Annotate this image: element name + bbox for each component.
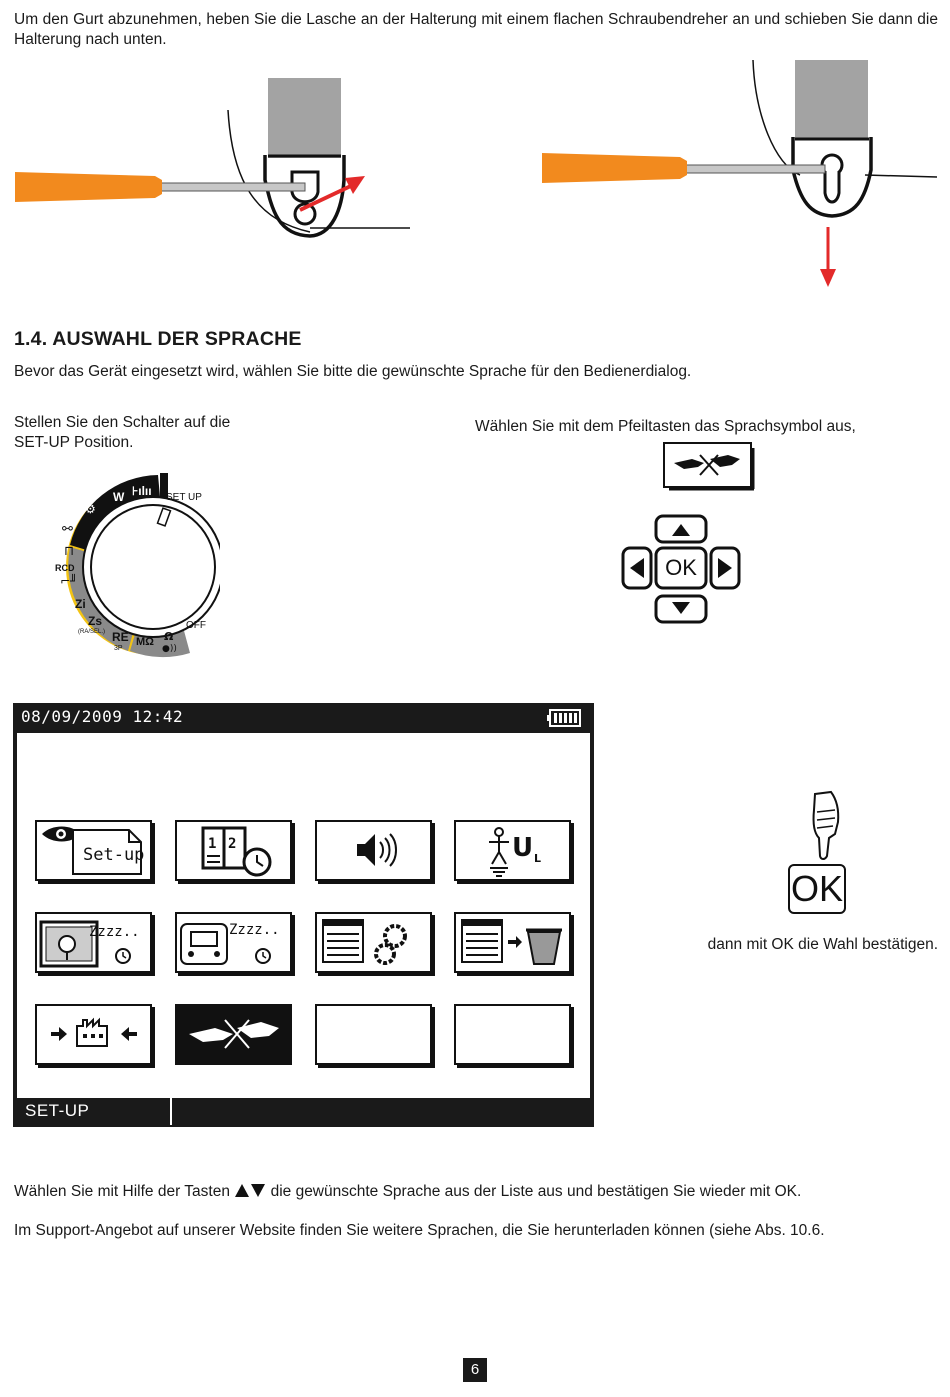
dial-re-label: RE (112, 630, 129, 644)
date-time-icon (177, 822, 290, 879)
arrow-keypad (620, 512, 742, 624)
battery-icon (547, 708, 583, 728)
empty-tile-2[interactable] (454, 1004, 571, 1065)
date-time-tile[interactable] (175, 820, 292, 881)
svg-text:L: L (534, 852, 542, 865)
memory-delete-icon (456, 914, 569, 971)
step1-line1: Stellen Sie den Schalter auf die (14, 414, 231, 431)
setup-tile-text: Set-up (83, 845, 145, 865)
dial-setup-label: SET UP (166, 492, 202, 503)
touch-voltage-tile[interactable] (454, 820, 571, 881)
pointing-hand-icon (805, 790, 845, 862)
step2-text: Wählen Sie mit dem Pfeiltasten das Sprachsymbol aus, (475, 418, 856, 435)
svg-text:●)): ●)) (162, 644, 177, 654)
step3-paragraph (14, 1182, 801, 1202)
touch-voltage-icon (456, 822, 569, 879)
language-selected-icon (177, 1006, 290, 1063)
svg-text:⚯: ⚯ (62, 522, 73, 537)
up-arrow-key[interactable] (656, 516, 706, 542)
screen-sleep-tile[interactable] (35, 912, 152, 973)
factory-reset-tile[interactable] (35, 1004, 152, 1065)
language-key (662, 441, 757, 493)
dial-mohm-label: MΩ (136, 636, 154, 648)
touch-voltage-text: U (512, 833, 534, 863)
screen-footer-divider (170, 1098, 172, 1125)
device-screen (13, 703, 594, 1127)
strap-removal-illustration-1 (10, 60, 430, 260)
memory-settings-icon (317, 914, 430, 971)
sleep-screen-text: Zzzz.. (89, 924, 140, 940)
empty-tile-1[interactable] (315, 1004, 432, 1065)
factory-reset-icon (37, 1006, 150, 1063)
screen-footer-label: SET-UP (25, 1101, 90, 1120)
sleep-device-text: Zzzz.. (229, 922, 280, 938)
speaker-icon (317, 822, 430, 879)
dial-w-label: W (113, 490, 125, 504)
confirm-text: dann mit OK die Wahl bestätigen. (707, 936, 938, 953)
setup-tile[interactable] (35, 820, 152, 881)
memory-settings-tile[interactable] (315, 912, 432, 973)
svg-text:⊦ılıı: ⊦ılıı (132, 484, 152, 498)
memory-delete-tile[interactable] (454, 912, 571, 973)
up-down-arrows-icon (234, 1182, 266, 1198)
lead-paragraph: Bevor das Gerät eingesetzt wird, wählen Sie bitte die gewünschte Sprache für den Bedienerdialog. (14, 363, 692, 380)
page-number: 6 (463, 1358, 487, 1382)
strap-removal-illustration-2 (535, 55, 945, 295)
right-arrow-key[interactable] (711, 548, 739, 588)
dial-rcd-label: RCD (55, 563, 75, 573)
svg-text:⊓: ⊓ (64, 544, 75, 559)
step3-text-after: die gewünschte Sprache aus der Liste aus und bestätigen Sie wieder mit OK. (270, 1183, 802, 1200)
svg-text:⚙: ⚙ (85, 502, 96, 516)
sleep-screen-icon (37, 914, 150, 971)
svg-text:⌐╜: ⌐╜ (60, 574, 78, 588)
screen-datetime: 08/09/2009 12:42 (21, 707, 184, 726)
device-sleep-tile[interactable] (175, 912, 292, 973)
dial-re-sub: 3P (114, 645, 123, 652)
rotary-switch-dial (40, 465, 220, 665)
svg-text:1: 1 (208, 836, 217, 852)
dial-zs-sub: (RA/SEL.) (78, 629, 106, 635)
sleep-device-icon (177, 914, 290, 971)
support-paragraph: Im Support-Angebot auf unserer Website finden Sie weitere Sprachen, die Sie herunterladen können (siehe Abs. 10.6. (14, 1222, 825, 1239)
step1-line2: SET-UP Position. (14, 434, 134, 451)
section-title: 1.4. AUSWAHL DER SPRACHE (14, 328, 302, 350)
dial-zi-label: Zi (75, 597, 86, 611)
ok-key-label: OK (665, 555, 697, 580)
dial-zs-label: Zs (88, 614, 103, 628)
dial-off-label: OFF (186, 620, 206, 631)
ok-button[interactable]: OK (788, 864, 846, 914)
intro-paragraph: Um den Gurt abzunehmen, heben Sie die Lasche an der Halterung mit einem flachen Schraubendreher an und schieben Sie dann die Halterung nach unten. (14, 11, 938, 48)
sound-tile[interactable] (315, 820, 432, 881)
setup-eye-icon (37, 822, 150, 879)
left-arrow-key[interactable] (623, 548, 651, 588)
dial-ohm-label: Ω (164, 630, 174, 643)
screen-display-area (17, 733, 590, 1098)
down-arrow-key[interactable] (656, 596, 706, 622)
language-tile[interactable] (175, 1004, 292, 1065)
svg-text:2: 2 (228, 836, 237, 852)
step3-text-before: Wählen Sie mit Hilfe der Tasten (14, 1183, 230, 1200)
